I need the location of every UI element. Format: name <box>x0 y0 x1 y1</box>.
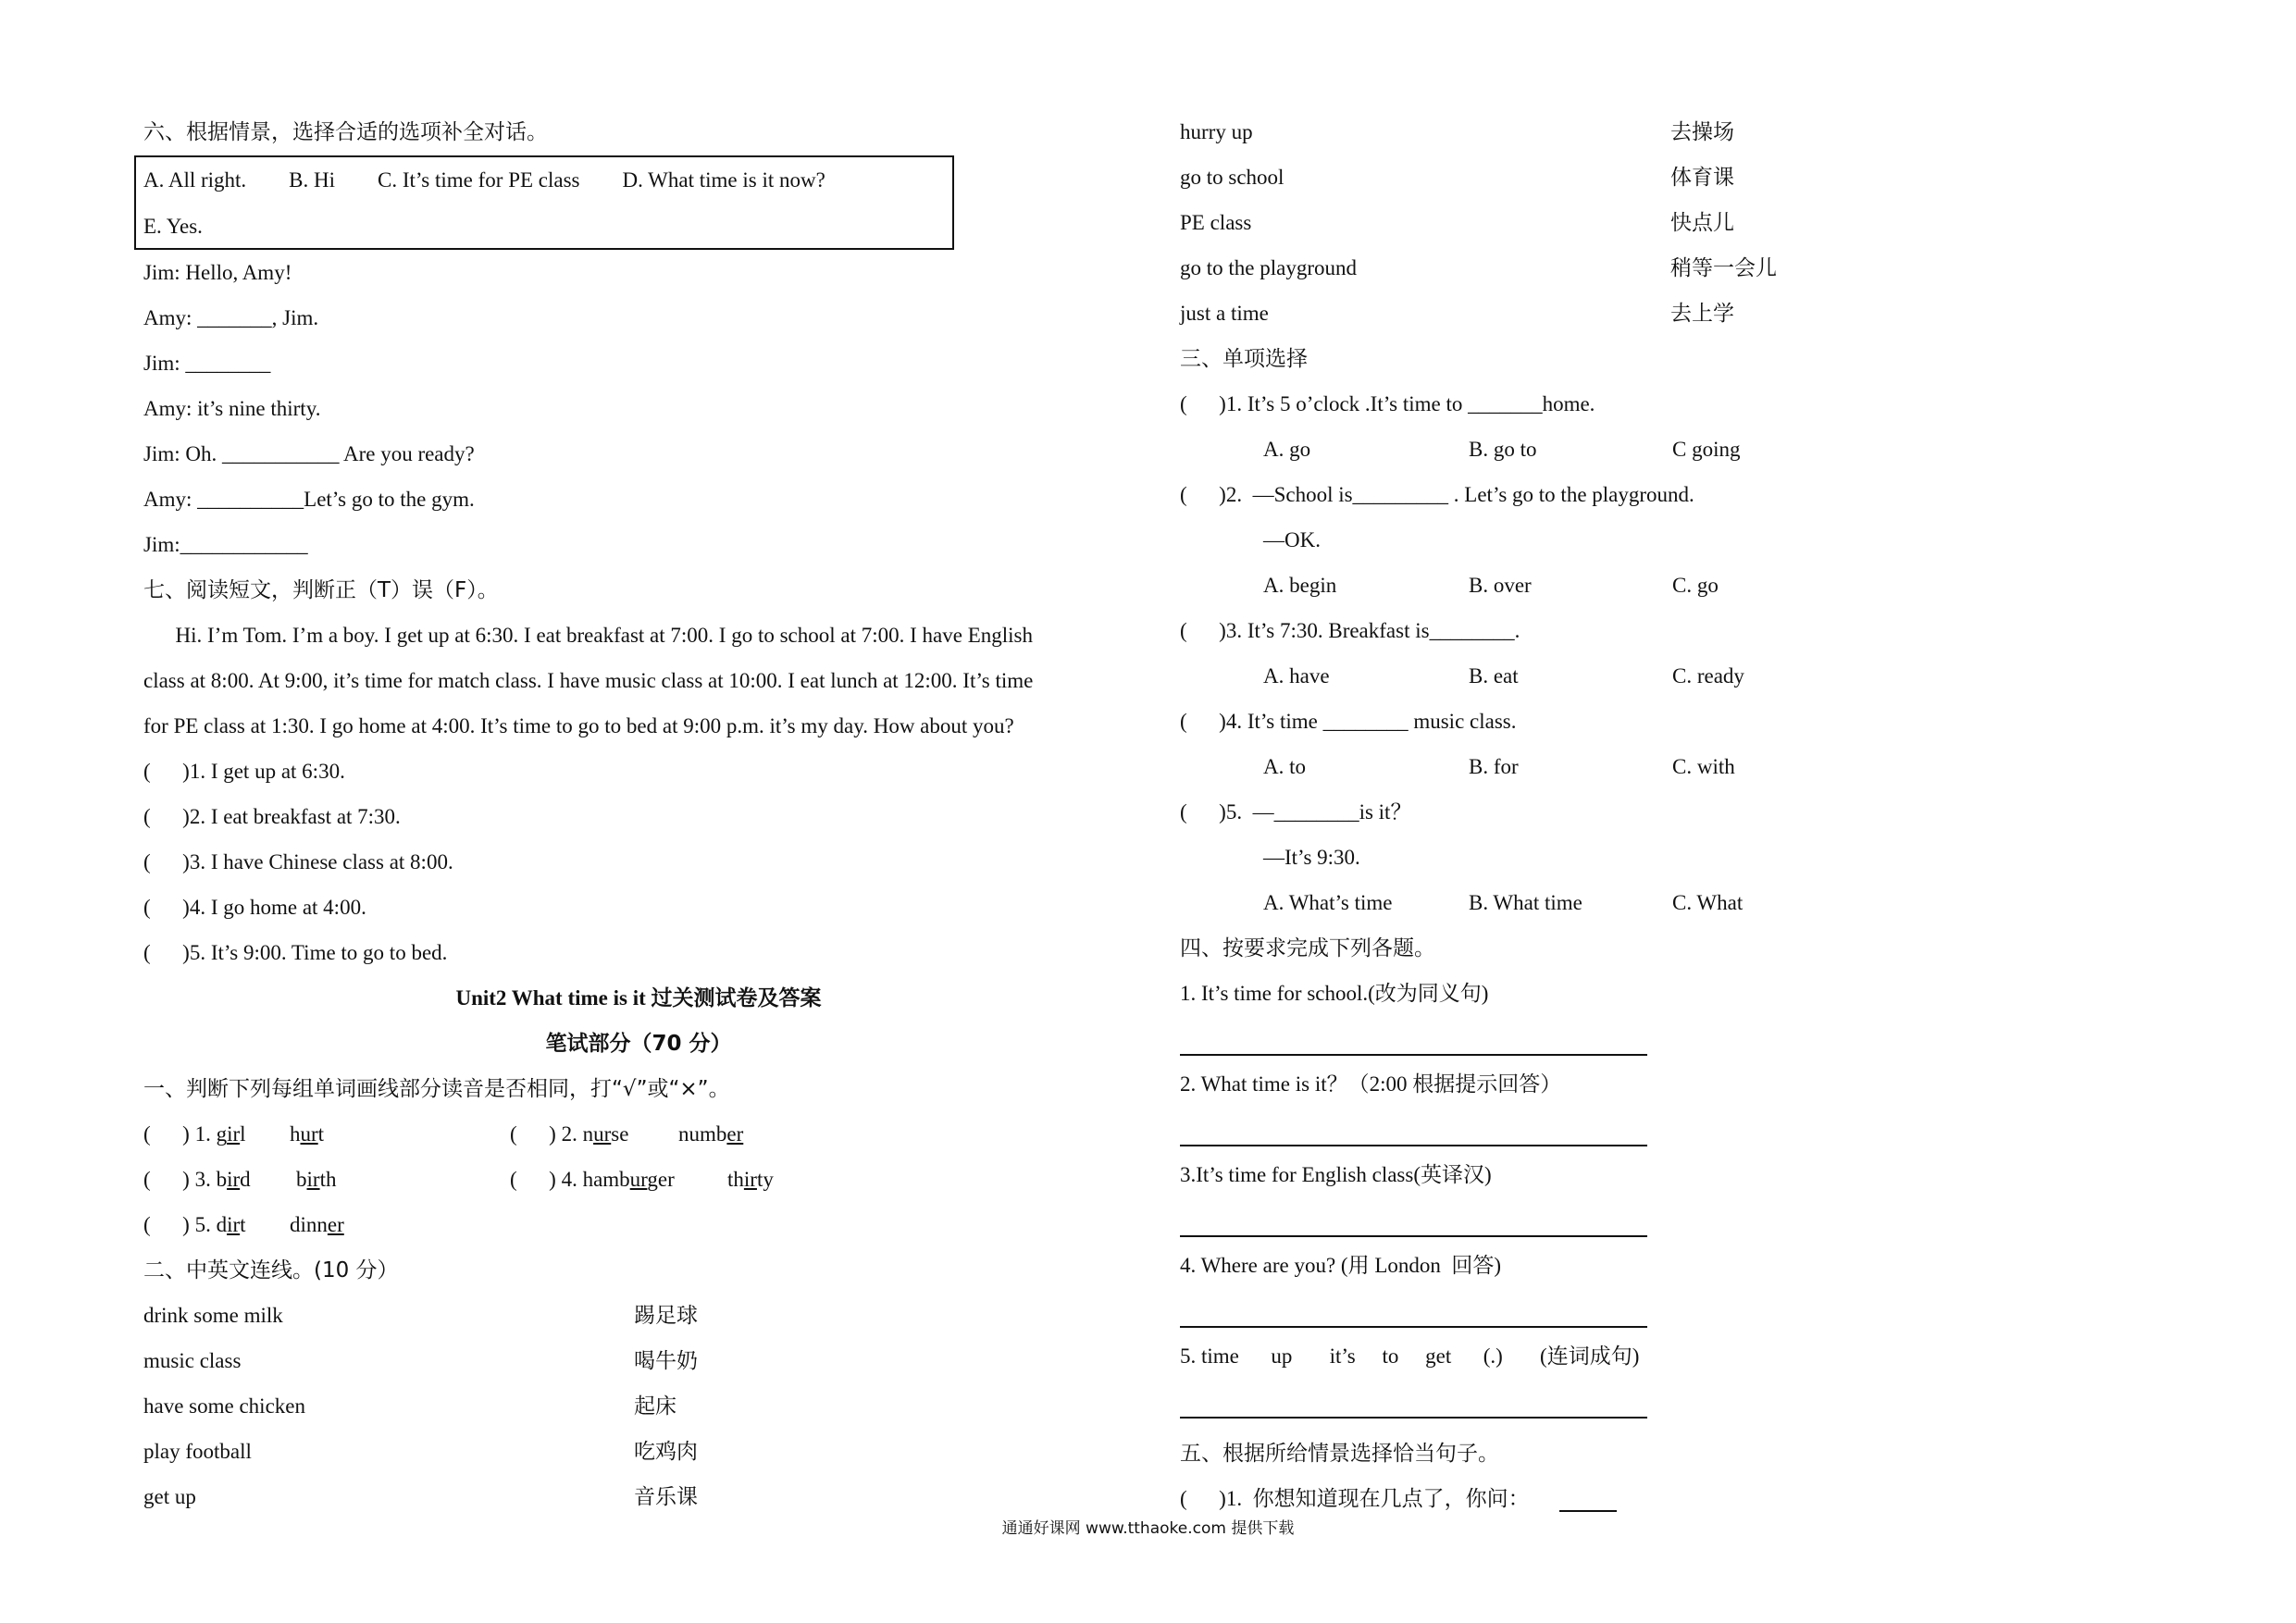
answer-line <box>1180 1326 1647 1328</box>
match-cn: 音乐课 <box>634 1485 698 1509</box>
task-item: 1. It’s time for school.(改为同义句) <box>1180 982 1489 1005</box>
tf-item: ( )2. I eat breakfast at 7:30. <box>143 805 401 828</box>
mc-option: A. have <box>1263 664 1330 688</box>
mc-option: B. What time <box>1469 891 1582 914</box>
match-cn: 踢足球 <box>634 1304 698 1328</box>
phonics-word: birth <box>296 1168 337 1191</box>
options-line-2: E. Yes. <box>143 215 203 238</box>
match-cn: 去上学 <box>1670 302 1734 326</box>
dialog-line: Jim: ________ <box>143 352 271 375</box>
match-cn: 去操场 <box>1670 120 1734 144</box>
match-en: music class <box>143 1349 242 1372</box>
tf-item: ( )5. It’s 9:00. Time to go to bed. <box>143 941 448 964</box>
match-cn: 体育课 <box>1670 166 1734 190</box>
task-item: 2. What time is it？（2:00 根据提示回答） <box>1180 1072 1562 1096</box>
phonics-item-3: ( ) 3. bird <box>143 1168 251 1191</box>
mc-option: B. eat <box>1469 664 1519 688</box>
mc-option: A. to <box>1263 755 1306 778</box>
mc-option: C. go <box>1672 574 1719 597</box>
answer-blank <box>1559 1510 1617 1512</box>
section-6-heading: 六、根据情景，选择合适的选项补全对话。 <box>143 120 548 144</box>
phonics-word: number <box>678 1122 744 1146</box>
passage-line: for PE class at 1:30. I go home at 4:00. It’s time to go to bed at 9:00 p.m. it’s my day. How about you? <box>143 714 1014 737</box>
mc-question-4: ( )4. It’s time ________ music class. <box>1180 710 1517 733</box>
situation-question-1: ( )1. 你想知道现在几点了，你问： <box>1180 1487 1530 1510</box>
match-en: play football <box>143 1440 252 1463</box>
page-title: Unit2 What time is it 过关测试卷及答案 <box>455 986 822 1010</box>
footer-credit: 通通好课网 www.tthaoke.com 提供下载 <box>1001 1519 1295 1538</box>
answer-line <box>1180 1235 1647 1237</box>
passage-line: Hi. I’m Tom. I’m a boy. I get up at 6:30. I eat breakfast at 7:00. I go to school at 7:00. I have English <box>143 624 1033 647</box>
match-en: go to the playground <box>1180 256 1357 279</box>
match-en: just a time <box>1180 302 1269 325</box>
section-4-heading: 四、按要求完成下列各题。 <box>1180 936 1435 960</box>
dialog-line: Amy: __________Let’s go to the gym. <box>143 488 475 511</box>
dialog-line: Amy: _______, Jim. <box>143 306 319 329</box>
match-cn: 起床 <box>634 1394 676 1419</box>
dialog-line: Amy: it’s nine thirty. <box>143 397 321 420</box>
answer-line <box>1180 1145 1647 1146</box>
match-cn: 快点儿 <box>1670 211 1734 235</box>
tf-item: ( )3. I have Chinese class at 8:00. <box>143 850 453 873</box>
phonics-item-2: ( ) 2. nurse <box>510 1122 629 1146</box>
dialog-line: Jim:____________ <box>143 533 308 556</box>
section-1-heading: 一、判断下列每组单词画线部分读音是否相同，打“√”或“×”。 <box>143 1077 730 1101</box>
section-2-heading: 二、中英文连线。(10 分） <box>143 1258 399 1282</box>
mc-option: C. with <box>1672 755 1735 778</box>
mc-question-2: ( )2. —School is_________ . Let’s go to the playground. <box>1180 483 1694 506</box>
mc-option: B. for <box>1469 755 1519 778</box>
mc-question-2-reply: —OK. <box>1263 528 1321 551</box>
mc-question-5-reply: —It’s 9:30. <box>1263 846 1360 869</box>
match-en: go to school <box>1180 166 1285 189</box>
match-cn: 吃鸡肉 <box>634 1440 698 1464</box>
answer-line <box>1180 1054 1647 1056</box>
mc-option: A. begin <box>1263 574 1337 597</box>
dialog-line: Jim: Hello, Amy! <box>143 261 292 284</box>
phonics-item-5: ( ) 5. dirt <box>143 1213 246 1236</box>
match-cn: 喝牛奶 <box>634 1349 698 1373</box>
answer-line <box>1180 1417 1647 1419</box>
task-item: 3.It’s time for English class(英译汉) <box>1180 1163 1492 1186</box>
phonics-word: hurt <box>290 1122 325 1146</box>
mc-question-3: ( )3. It’s 7:30. Breakfast is________. <box>1180 619 1520 642</box>
mc-option: B. go to <box>1469 438 1537 461</box>
mc-question-1: ( )1. It’s 5 o’clock .It’s time to _______home. <box>1180 392 1595 415</box>
tf-item: ( )1. I get up at 6:30. <box>143 760 345 783</box>
match-en: have some chicken <box>143 1394 305 1418</box>
mc-option: C. What <box>1672 891 1744 914</box>
mc-question-5: ( )5. —________is it？ <box>1180 800 1412 824</box>
dialog-line: Jim: Oh. ___________ Are you ready? <box>143 442 475 465</box>
task-item: 5. time up it’s to get (.) (连词成句) <box>1180 1344 1640 1368</box>
match-en: drink some milk <box>143 1304 283 1327</box>
match-cn: 稍等一会儿 <box>1670 256 1777 280</box>
passage-line: class at 8:00. At 9:00, it’s time for match class. I have music class at 10:00. I eat lunch at 12:00. It’s time <box>143 669 1034 692</box>
match-en: hurry up <box>1180 120 1253 143</box>
mc-option: C going <box>1672 438 1741 461</box>
page-subtitle: 笔试部分（70 分） <box>545 1032 732 1056</box>
match-en: PE class <box>1180 211 1252 234</box>
section-7-heading: 七、阅读短文，判断正（T）误（F）。 <box>143 578 499 602</box>
tf-item: ( )4. I go home at 4:00. <box>143 896 366 919</box>
mc-option: A. go <box>1263 438 1311 461</box>
phonics-item-1: ( ) 1. girl <box>143 1122 246 1146</box>
phonics-item-4: ( ) 4. hamburger <box>510 1168 675 1191</box>
mc-option: B. over <box>1469 574 1532 597</box>
section-5-heading: 五、根据所给情景选择恰当句子。 <box>1180 1442 1499 1466</box>
mc-option: A. What’s time <box>1263 891 1393 914</box>
section-3-heading: 三、单项选择 <box>1180 347 1308 371</box>
options-line-1: A. All right. B. Hi C. It’s time for PE class D. What time is it now? <box>143 168 825 192</box>
task-item: 4. Where are you? (用 London 回答) <box>1180 1254 1502 1277</box>
mc-option: C. ready <box>1672 664 1744 688</box>
match-en: get up <box>143 1485 196 1508</box>
phonics-word: dinner <box>290 1213 344 1236</box>
phonics-word: thirty <box>727 1168 774 1191</box>
